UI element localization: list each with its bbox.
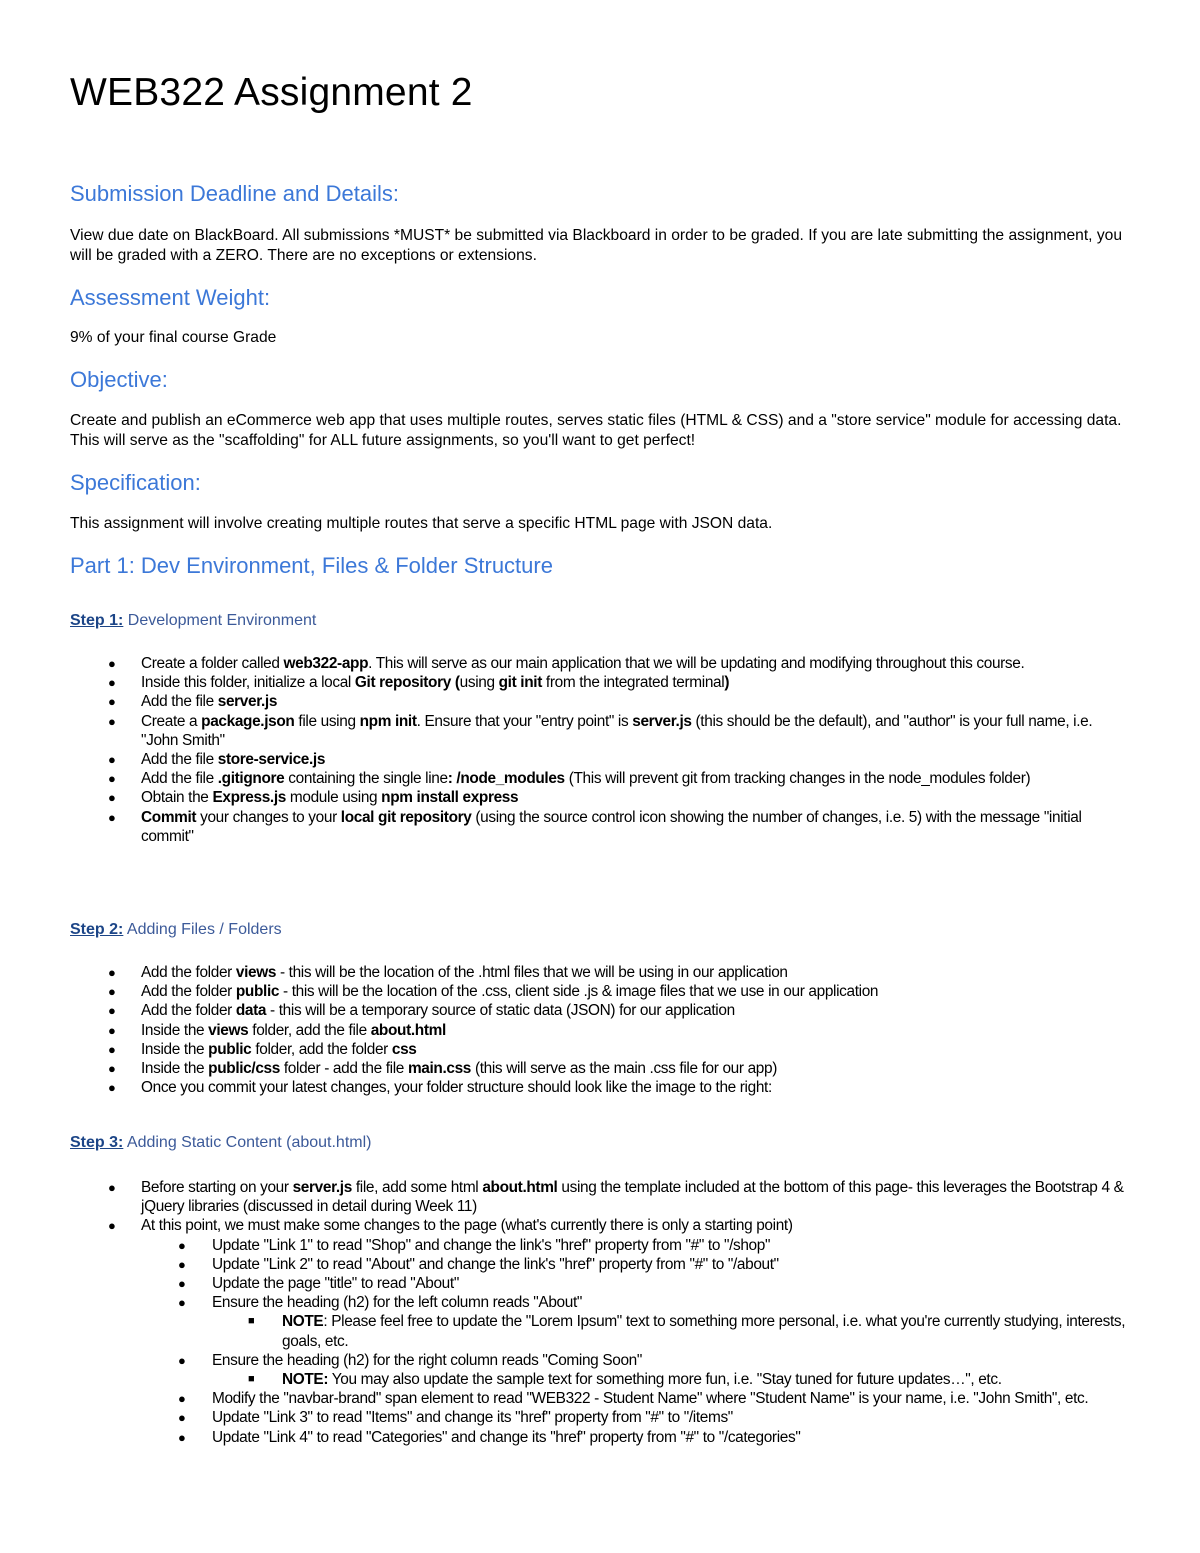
step1-list-item: [0, 750, 1126, 769]
bold-text: Git repository (: [354, 674, 460, 692]
bullet-icon: ●: [178, 1237, 186, 1253]
weight-heading: Assessment Weight:: [70, 285, 271, 310]
bold-text: local git repository: [340, 808, 472, 826]
item-text: Create a: [141, 712, 202, 730]
item-text: Add the file: [141, 770, 218, 788]
step2-list-item: [0, 963, 1126, 982]
step3-list: [0, 1178, 1126, 1447]
bold-text: about.html: [370, 1021, 446, 1039]
step3-list-item: [0, 1236, 1126, 1255]
step3-list-item: [0, 1255, 1126, 1274]
bullet-icon: ●: [178, 1295, 186, 1311]
step2-list-item: [0, 1059, 1126, 1078]
bullet-icon: ●: [178, 1256, 186, 1272]
bold-text: ): [724, 674, 730, 692]
bullet-icon: ●: [178, 1391, 186, 1407]
item-text: from the integrated terminal: [541, 674, 725, 692]
submission-heading: Submission Deadline and Details:: [70, 181, 399, 206]
bold-text: server.js: [217, 693, 278, 711]
objective-text: Create and publish an eCommerce web app that uses multiple routes, serves static files (HTML & CSS) and a "store service" module for accessing data. This will serve as the "scaffolding" for ALL future assignments, so you'll want to get perfect!: [70, 412, 1122, 449]
step2-list: [0, 963, 1126, 1097]
step3-list-item: [0, 1428, 1126, 1447]
bullet-icon: ●: [178, 1276, 186, 1292]
item-text: Modify the "navbar-brand" span element to read "WEB322 - Student Name" where "Student Name" is your name, i.e. "John Smith", etc.: [212, 1390, 1089, 1408]
item-text: Add the folder: [141, 983, 236, 1001]
bullet-icon: ●: [108, 1180, 116, 1195]
bold-text: NOTE: [282, 1313, 324, 1331]
bold-text: npm init: [359, 712, 417, 730]
item-text: using the template included at the bottom of this page- this leverages the Bootstrap 4 & jQuery libraries (discussed in detail during Week 11): [141, 1179, 1124, 1216]
step3-list-item: [0, 1274, 1126, 1293]
item-text: containing the single line: [284, 770, 448, 788]
step1-number: Step 1:: [70, 612, 124, 629]
step3-list-item: [0, 1178, 1126, 1216]
item-text: Update "Link 3" to read "Items" and change its "href" property from "#" to "/items": [212, 1409, 733, 1427]
item-text: Update the page "title" to read "About": [212, 1275, 459, 1293]
item-text: Add the file: [141, 751, 218, 769]
step1-list-item: [0, 788, 1126, 807]
item-text: - this will be the location of the .html files that we will be using in our application: [276, 964, 788, 981]
item-text: At this point, we must make some changes to the page (what's currently there is only a starting point): [141, 1217, 793, 1235]
step3-list-item: [0, 1351, 1126, 1370]
bullet-icon: ●: [108, 1022, 116, 1038]
step2-list-item: [0, 1078, 1126, 1097]
step3-list-item: [0, 1312, 1126, 1350]
bullet-icon: ■: [248, 1315, 255, 1328]
item-text: - this will be a temporary source of static data (JSON) for our application: [266, 1002, 735, 1020]
bullet-icon: ●: [108, 694, 116, 710]
step1-list-item: [0, 769, 1126, 788]
bullet-icon: ●: [108, 1061, 116, 1077]
step2-list-item: [0, 1021, 1126, 1040]
step3-list-item: [0, 1370, 1126, 1389]
step2-number: Step 2:: [70, 921, 124, 938]
item-text: Inside the: [141, 1040, 209, 1058]
item-text: (This will prevent git from tracking changes in the node_modules folder): [564, 770, 1031, 788]
item-text: Update "Link 1" to read "Shop" and change the link's "href" property from "#" to "/shop": [212, 1236, 771, 1254]
step1-heading: [70, 611, 316, 631]
item-text: : Please feel free to update the "Lorem Ipsum" text to something more personal, i.e. what you're currently studying, interests, goals, etc.: [282, 1313, 1126, 1350]
bold-text: web322-app: [283, 655, 369, 672]
item-text: (this should be the default), and "author" is your full name, i.e. "John Smith": [141, 712, 1093, 749]
item-text: You may also update the sample text for something more fun, i.e. "Stay tuned for future updates…", etc.: [328, 1371, 1002, 1389]
step2-list-item: [0, 982, 1126, 1001]
item-text: Add the folder: [141, 1002, 236, 1020]
step1-list-item: [0, 808, 1126, 846]
bold-text: views: [235, 964, 277, 981]
item-text: folder, add the file: [248, 1021, 371, 1039]
bold-text: : /node_modules: [447, 770, 565, 788]
objective-heading: Objective:: [70, 367, 168, 392]
bold-text: git init: [498, 674, 542, 692]
item-text: folder, add the folder: [251, 1040, 392, 1058]
bullet-icon: ●: [108, 1041, 116, 1057]
part1-heading: Part 1: Dev Environment, Files & Folder Structure: [70, 553, 553, 578]
step2-label: Adding Files / Folders: [123, 921, 282, 938]
item-text: file using: [294, 712, 360, 730]
step2-list-item: [0, 1040, 1126, 1059]
submission-text: View due date on BlackBoard. All submissions *MUST* be submitted via Blackboard in order to be graded. If you are late submitting the assignment, you will be graded with a ZERO. There are no exceptions or extensions.: [70, 227, 1122, 264]
step3-number: Step 3:: [70, 1134, 124, 1151]
step1-list-item: [0, 712, 1126, 750]
bold-text: Express.js: [212, 789, 286, 807]
step2-heading: [70, 920, 282, 940]
item-text: - this will be the location of the .css, client side .js & image files that we use in our application: [279, 983, 879, 1001]
bold-text: server.js: [632, 712, 692, 730]
item-text: Add the file: [141, 693, 218, 711]
bold-text: store-service.js: [217, 751, 326, 769]
item-text: Inside this folder, initialize a local: [141, 674, 355, 692]
step2-list-item: [0, 1001, 1126, 1020]
item-text: Update "Link 2" to read "About" and change the link's "href" property from "#" to "/about": [212, 1255, 779, 1273]
bold-text: data: [235, 1002, 267, 1020]
bullet-icon: ●: [108, 790, 116, 806]
bold-text: main.css: [407, 1060, 472, 1078]
step3-heading: [70, 1133, 371, 1153]
step3-list-item: [0, 1408, 1126, 1427]
step1-list: [0, 654, 1126, 846]
specification-heading: Specification:: [70, 470, 201, 495]
bullet-icon: ●: [108, 752, 116, 768]
bullet-icon: ●: [108, 771, 116, 787]
bold-text: public: [208, 1040, 252, 1058]
item-text: your changes to your: [196, 808, 341, 826]
step1-list-item: [0, 692, 1126, 711]
item-text: Before starting on your: [141, 1179, 293, 1196]
bold-text: public: [235, 983, 280, 1001]
item-text: Ensure the heading (h2) for the left column reads "About": [212, 1294, 582, 1312]
step1-label: Development Environment: [123, 612, 317, 629]
bold-text: views: [208, 1021, 249, 1039]
step3-label: Adding Static Content (about.html): [123, 1134, 372, 1151]
item-text: Add the folder: [141, 964, 236, 981]
item-text: Obtain the: [141, 789, 213, 807]
item-text: Inside the: [141, 1021, 209, 1039]
bullet-icon: ■: [248, 1373, 255, 1386]
step3-list-item: [0, 1216, 1126, 1235]
bold-text: server.js: [292, 1179, 352, 1196]
item-text: . Ensure that your "entry point" is: [416, 712, 633, 730]
step1-list-item: [0, 654, 1126, 673]
specification-text: This assignment will involve creating multiple routes that serve a specific HTML page with JSON data.: [70, 515, 773, 532]
bold-text: css: [391, 1040, 417, 1058]
bullet-icon: ●: [108, 1218, 116, 1234]
bullet-icon: ●: [108, 809, 116, 825]
bullet-icon: ●: [178, 1410, 186, 1426]
item-text: using: [459, 674, 499, 692]
item-text: module using: [285, 789, 382, 807]
item-text: Create a folder called: [141, 655, 284, 672]
bullet-icon: ●: [108, 1080, 116, 1096]
bullet-icon: ●: [108, 1003, 116, 1019]
item-text: folder - add the file: [279, 1060, 408, 1078]
bullet-icon: ●: [178, 1429, 186, 1445]
item-text: (this will serve as the main .css file for our app): [471, 1060, 777, 1078]
bullet-icon: ●: [178, 1352, 186, 1368]
bold-text: Commit: [141, 808, 197, 826]
item-text: Inside the: [141, 1060, 209, 1078]
item-text: Update "Link 4" to read "Categories" and change its "href" property from "#" to "/categories": [212, 1428, 801, 1446]
bold-text: .gitignore: [217, 770, 285, 788]
item-text: Ensure the heading (h2) for the right column reads "Coming Soon": [212, 1351, 642, 1369]
bullet-icon: ●: [108, 965, 116, 980]
bold-text: about.html: [482, 1179, 558, 1196]
bold-text: public/css: [208, 1060, 280, 1078]
bold-text: NOTE:: [282, 1371, 329, 1389]
document-title: WEB322 Assignment 2: [70, 71, 473, 114]
bold-text: package.json: [201, 712, 295, 730]
step3-list-item: [0, 1293, 1126, 1312]
bullet-icon: ●: [108, 675, 116, 691]
bold-text: npm install express: [381, 789, 519, 807]
bullet-icon: ●: [108, 713, 116, 729]
bullet-icon: ●: [108, 656, 116, 671]
step3-list-item: [0, 1389, 1126, 1408]
item-text: (using the source control icon showing the number of changes, i.e. 5) with the message "initial commit": [141, 808, 1082, 845]
step1-list-item: [0, 673, 1126, 692]
item-text: file, add some html: [351, 1179, 483, 1196]
weight-text: 9% of your final course Grade: [70, 329, 277, 346]
item-text: Once you commit your latest changes, your folder structure should look like the image to the right:: [141, 1079, 772, 1097]
bullet-icon: ●: [108, 984, 116, 1000]
item-text: . This will serve as our main application that we will be updating and modifying throughout this course.: [368, 655, 1025, 672]
